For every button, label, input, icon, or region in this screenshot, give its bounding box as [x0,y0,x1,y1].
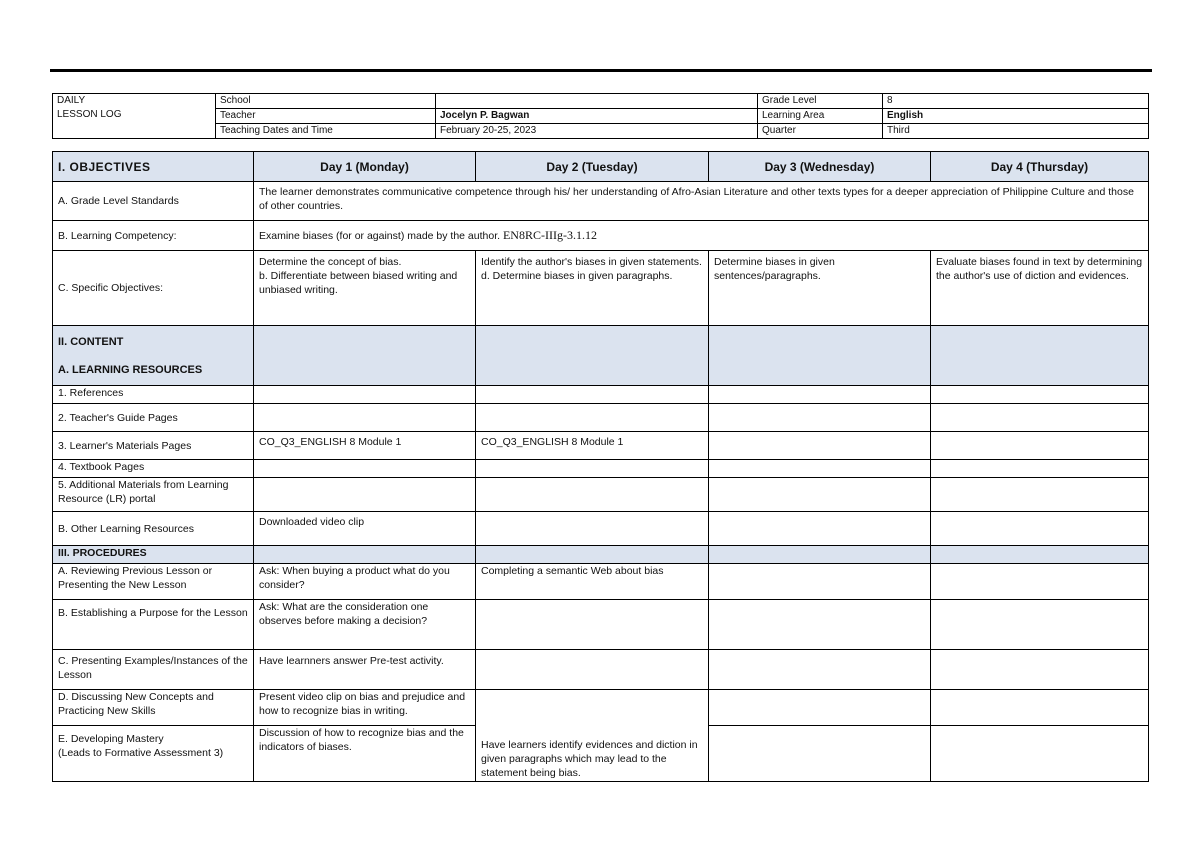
table-cell [709,460,931,478]
content-header-cell [53,326,254,386]
table-cell [931,404,1149,432]
grade-level-label: Grade Level [758,94,883,109]
table-cell [709,404,931,432]
grade-level-standards-text: The learner demonstrates communicative competence through his/ her understanding of Afro-Asian Literature and other texts types for a deeper appreciation of Philippine Culture and those of other countries. [254,182,1149,221]
table-cell [709,386,931,404]
other-resources-day-1: Downloaded video clip [254,512,476,546]
table-cell [254,404,476,432]
table-cell [931,512,1149,546]
developing-mastery-day-1: Discussion of how to recognize bias and the indicators of biases. [254,726,476,782]
table-cell [254,386,476,404]
specific-objective-day-1: Determine the concept of bias. b. Differentiate between biased writing and unbiased writing. [254,251,476,326]
establishing-purpose-day-1: Ask: What are the consideration one observes before making a decision? [254,600,476,650]
developing-mastery-day-2: Have learners identify evidences and diction in given paragraphs which may lead to the statement being bias. [476,690,709,782]
dates-value: February 20-25, 2023 [436,124,758,139]
quarter-value: Third [883,124,1149,139]
learning-resources-title: A. LEARNING RESOURCES [58,363,203,376]
table-cell [709,726,931,782]
table-cell [931,690,1149,726]
day-1-header: Day 1 (Monday) [254,152,476,182]
table-cell [931,600,1149,650]
table-cell [931,386,1149,404]
grade-level-standards-label: A. Grade Level Standards [53,182,254,221]
procedures-title: III. PROCEDURES [53,546,254,564]
learning-competency-text: Examine biases (for or against) made by the author. [259,230,501,242]
table-cell [709,650,931,690]
learners-materials-day-2: CO_Q3_ENGLISH 8 Module 1 [476,432,709,460]
establishing-purpose-label: B. Establishing a Purpose for the Lesson [53,600,254,650]
content-title: II. CONTENT [58,335,124,348]
table-cell [931,726,1149,782]
table-cell [709,512,931,546]
table-cell [254,460,476,478]
reviewing-lesson-day-1: Ask: When buying a product what do you consider? [254,564,476,600]
table-cell [709,600,931,650]
content-day-2 [476,326,709,386]
learning-area-value: English [883,109,1149,124]
table-cell [476,386,709,404]
textbook-pages-label: 4. Textbook Pages [53,460,254,478]
specific-objective-day-2: Identify the author's biases in given statements. d. Determine biases in given paragraphs. [476,251,709,326]
learning-competency-label: B. Learning Competency: [53,221,254,251]
table-cell [709,478,931,512]
procedures-day-2 [476,546,709,564]
references-label: 1. References [53,386,254,404]
teacher-value: Jocelyn P. Bagwan [436,109,758,124]
procedures-day-1 [254,546,476,564]
lesson-log-table [52,151,1149,782]
teacher-label: Teacher [216,109,436,124]
quarter-label: Quarter [758,124,883,139]
discussing-concepts-label: D. Discussing New Concepts and Practicing New Skills [53,690,254,726]
other-resources-label: B. Other Learning Resources [53,512,254,546]
procedures-day-4 [931,546,1149,564]
learning-area-label: Learning Area [758,109,883,124]
top-rule [50,69,1152,72]
day-3-header: Day 3 (Wednesday) [709,152,931,182]
content-day-1 [254,326,476,386]
discussing-concepts-day-1: Present video clip on bias and prejudice and how to recognize bias in writing. [254,690,476,726]
day-2-header: Day 2 (Tuesday) [476,152,709,182]
dates-label: Teaching Dates and Time [216,124,436,139]
school-label: School [216,94,436,109]
teachers-guide-label: 2. Teacher's Guide Pages [53,404,254,432]
learning-competency-code: EN8RC-IIIg-3.1.12 [502,228,597,242]
table-cell [931,432,1149,460]
additional-materials-label: 5. Additional Materials from Learning Resource (LR) portal [53,478,254,512]
procedures-day-3 [709,546,931,564]
table-cell [931,460,1149,478]
table-cell [476,478,709,512]
presenting-examples-day-1: Have learnners answer Pre-test activity. [254,650,476,690]
content-day-4 [931,326,1149,386]
table-cell [709,564,931,600]
header-table [52,93,1149,139]
reviewing-lesson-label: A. Reviewing Previous Lesson or Presenting the New Lesson [53,564,254,600]
learners-materials-day-1: CO_Q3_ENGLISH 8 Module 1 [254,432,476,460]
table-cell [476,512,709,546]
lesson-log-label: LESSON LOG [57,109,122,120]
specific-objectives-label: C. Specific Objectives: [53,251,254,326]
daily-label: DAILY [57,95,86,106]
table-cell [254,478,476,512]
table-cell [476,404,709,432]
table-cell [931,650,1149,690]
day-4-header: Day 4 (Thursday) [931,152,1149,182]
table-cell [709,690,931,726]
content-day-3 [709,326,931,386]
daily-lesson-log-label [53,94,216,139]
objectives-title: I. OBJECTIVES [53,152,254,182]
specific-objective-day-3: Determine biases in given sentences/paragraphs. [709,251,931,326]
learners-materials-label: 3. Learner's Materials Pages [53,432,254,460]
table-cell [931,478,1149,512]
developing-mastery-label: E. Developing Mastery (Leads to Formative Assessment 3) [53,726,254,782]
table-cell [476,460,709,478]
table-cell [709,432,931,460]
grade-level-value: 8 [883,94,1149,109]
learning-competency-cell [254,221,1149,251]
school-value [436,94,758,109]
table-cell [476,650,709,690]
table-cell [931,564,1149,600]
specific-objective-day-4: Evaluate biases found in text by determining the author's use of diction and evidences. [931,251,1149,326]
presenting-examples-label: C. Presenting Examples/Instances of the Lesson [53,650,254,690]
reviewing-lesson-day-2: Completing a semantic Web about bias [476,564,709,600]
table-cell [476,600,709,650]
